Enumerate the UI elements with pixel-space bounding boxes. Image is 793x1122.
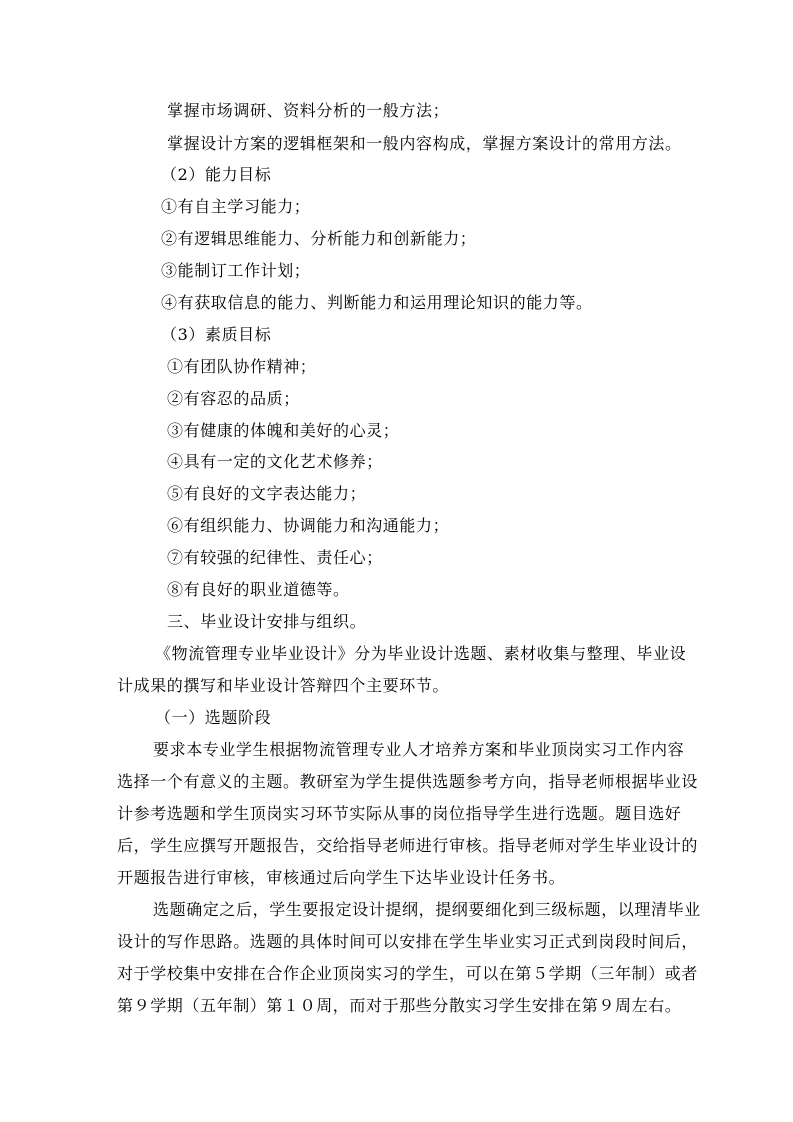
text-line: 掌握市场调研、资料分析的一般方法； [167,101,450,120]
paragraph-line: 计成果的撰写和毕业设计答辩四个主要环节。 [117,676,450,695]
paragraph-line: 开题报告进行审核，审核通过后向学生下达毕业设计任务书。 [117,868,566,887]
paragraph-line: 设计的写作思路。选题的具体时间可以安排在学生毕业实习正式到岗段时间后， [117,932,699,951]
section-heading: （2）能力目标 [161,165,272,184]
list-item: ⑥有组织能力、协调能力和沟通能力； [167,516,450,535]
paragraph-line: 第９学期（五年制）第１０周，而对于那些分散实习学生安排在第９周左右。 [117,996,682,1015]
list-item: ④有获取信息的能力、判断能力和运用理论知识的能力等。 [161,293,593,312]
list-item: ⑦有较强的纪律性、责任心； [167,548,383,567]
paragraph-line: 后，学生应撰写开题报告，交给指导老师进行审核。指导老师对学生毕业设计的 [117,836,699,855]
list-item: ①有团队协作精神； [167,357,317,376]
section-heading: 三、毕业设计安排与组织。 [167,612,367,631]
paragraph-line: 要求本专业学生根据物流管理专业人才培养方案和毕业顶岗实习工作内容 [153,740,685,759]
list-item: ②有逻辑思维能力、分析能力和创新能力； [161,229,477,248]
list-item: ⑤有良好的文字表达能力； [167,484,367,503]
paragraph-line: 对于学校集中安排在合作企业顶岗实习的学生，可以在第５学期（三年制）或者 [117,964,699,983]
text-line: 掌握设计方案的逻辑框架和一般内容构成，掌握方案设计的常用方法。 [167,134,682,153]
paragraph-line: 选择一个有意义的主题。教研室为学生提供选题参考方向，指导老师根据毕业设 [117,772,699,791]
list-item: ③有健康的体魄和美好的心灵； [167,421,400,440]
section-heading: （3）素质目标 [161,325,272,344]
list-item: ①有自主学习能力； [161,197,311,216]
paragraph-line: 《物流管理专业毕业设计》分为毕业设计选题、素材收集与整理、毕业设 [155,644,687,663]
paragraph-line: 计参考选题和学生顶岗实习环节实际从事的岗位指导学生进行选题。题目选好 [117,804,682,823]
list-item: ③能制订工作计划； [161,261,311,280]
list-item: ⑧有良好的职业道德等。 [167,580,350,599]
paragraph-line: 选题确定之后，学生要报定设计提纲，提纲要细化到三级标题，以理清毕业 [153,900,701,919]
list-item: ④具有一定的文化艺术修养； [167,452,383,471]
list-item: ②有容忍的品质； [167,389,300,408]
section-heading: （一）选题阶段 [155,708,272,727]
